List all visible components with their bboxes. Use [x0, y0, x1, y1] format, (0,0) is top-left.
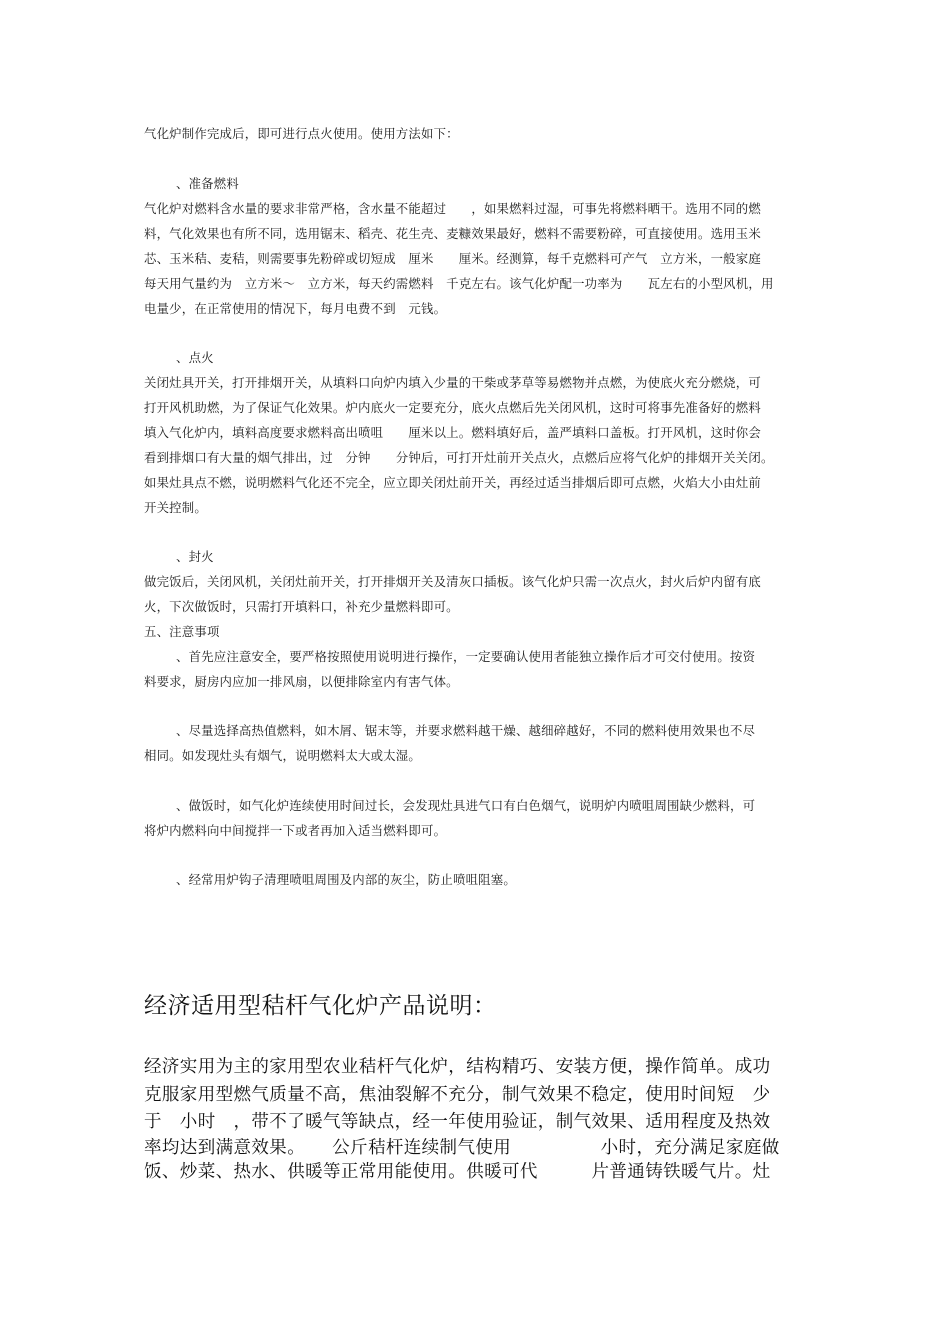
- paragraph-line: 填入气化炉内，填料高度要求燃料高出喷咀 厘米以上。燃料填好后，盖严填料口盖板。打开风机，这时你会: [144, 425, 761, 440]
- paragraph-line: 气化炉对燃料含水量的要求非常严格，含水量不能超过 ，如果燃料过湿，可事先将燃料晒干。选用不同的燃: [144, 201, 761, 216]
- paragraph-line: 料，气化效果也有所不同，选用锯末、稻壳、花生壳、麦糠效果最好，燃料不需要粉碎，可直接使用。选用玉米: [144, 226, 761, 241]
- product-title: 经济适用型秸杆气化炉产品说明：: [144, 993, 497, 1019]
- section-heading-ignition: 、点火: [176, 350, 214, 365]
- note-item-line: 相同。如发现灶头有烟气，说明燃料太大或太湿。: [144, 748, 421, 763]
- section-heading-fuel: 、准备燃料: [176, 176, 239, 191]
- paragraph-line: 每天用气量约为 立方米～ 立方米，每天约需燃料 千克左右。该气化炉配一功率为 瓦左右的小型风机，用: [144, 276, 774, 291]
- paragraph-line: 开关控制。: [144, 500, 207, 515]
- section-heading-notes: 五、注意事项: [144, 624, 220, 639]
- intro-line: 气化炉制作完成后，即可进行点火使用。使用方法如下：: [144, 126, 459, 141]
- note-item-line: 料要求，厨房内应加一排风扇，以便排除室内有害气体。: [144, 674, 459, 689]
- paragraph-line: 火，下次做饭时，只需打开填料口，补充少量燃料即可。: [144, 599, 459, 614]
- note-item-line: 、经常用炉钩子清理喷咀周围及内部的灰尘，防止喷咀阻塞。: [176, 872, 516, 887]
- product-paragraph-line: 率均达到满意效果。 公斤秸杆连续制气使用 小时，充分满足家庭做: [144, 1138, 780, 1158]
- paragraph-line: 打开风机助燃，为了保证气化效果。炉内底火一定要充分，底火点燃后先关闭风机，这时可将事先准备好的燃料: [144, 400, 761, 415]
- paragraph-line: 关闭灶具开关，打开排烟开关，从填料口向炉内填入少量的干柴或茅草等易燃物并点燃，为使底火充分燃烧，可: [144, 375, 761, 390]
- paragraph-line: 如果灶具点不燃，说明燃料气化还不完全，应立即关闭灶前开关，再经过适当排烟后即可点燃，火焰大小由灶前: [144, 475, 761, 490]
- note-item-line: 将炉内燃料向中间搅拌一下或者再加入适当燃料即可。: [144, 823, 447, 838]
- note-item-line: 、做饭时，如气化炉连续使用时间过长，会发现灶具进气口有白色烟气，说明炉内喷咀周围缺少燃料，可: [176, 798, 756, 813]
- product-paragraph-line: 饭、炒菜、热水、供暖等正常用能使用。供暖可代 片普通铸铁暖气片。灶: [144, 1162, 771, 1182]
- note-item-line: 、首先应注意安全，要严格按照使用说明进行操作，一定要确认使用者能独立操作后才可交付使用。按资: [176, 649, 756, 664]
- product-paragraph-line: 克服家用型燃气质量不高，焦油裂解不充分，制气效果不稳定，使用时间短 少: [144, 1085, 771, 1105]
- product-paragraph-line: 于 小时 ，带不了暖气等缺点，经一年使用验证，制气效果、适用程度及热效: [144, 1112, 771, 1132]
- section-heading-banking: 、封火: [176, 549, 214, 564]
- product-paragraph-line: 经济实用为主的家用型农业秸杆气化炉，结构精巧、安装方便，操作简单。成功: [144, 1057, 771, 1077]
- paragraph-line: 看到排烟口有大量的烟气排出，过 分钟 分钟后，可打开灶前开关点火，点燃后应将气化炉的排烟开关关闭。: [144, 450, 774, 465]
- paragraph-line: 电量少，在正常使用的情况下，每月电费不到 元钱。: [144, 301, 447, 316]
- paragraph-line: 芯、玉米秸、麦秸，则需要事先粉碎或切短成 厘米 厘米。经测算，每千克燃料可产气 立方米，一般家庭: [144, 251, 761, 266]
- paragraph-line: 做完饭后，关闭风机，关闭灶前开关，打开排烟开关及清灰口插板。该气化炉只需一次点火，封火后炉内留有底: [144, 574, 761, 589]
- note-item-line: 、尽量选择高热值燃料，如木屑、锯末等，并要求燃料越干燥、越细碎越好，不同的燃料使用效果也不尽: [176, 723, 756, 738]
